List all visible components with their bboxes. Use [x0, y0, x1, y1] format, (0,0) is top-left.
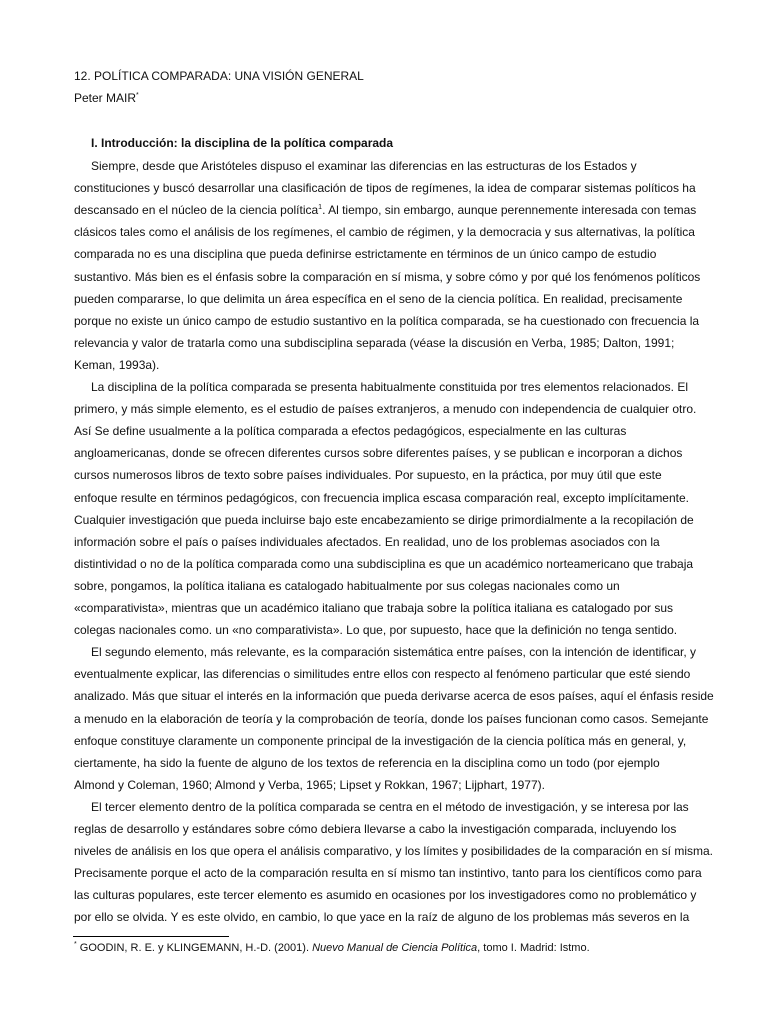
- body-line: descansado en el núcleo de la ciencia política$^1$. Al tiempo, sin embargo, aunque perennemente interesada con temas: [74, 203, 697, 217]
- footnote-authors: GOODIN, R. E. y KLINGEMANN, H.-D. (2001).: [79, 942, 310, 954]
- body-line: información sobre el país o países individuales afectados. En realidad, uno de los problemas asociados con la: [74, 535, 660, 549]
- body-line: primero, y más simple elemento, es el estudio de países extranjeros, a menudo con independencia de cualquier otro.: [74, 402, 697, 416]
- body-line: las culturas populares, este tercer elemento es asumido en ocasiones por los investigadores como no problemático y: [74, 888, 697, 902]
- footnote-mark: *: [74, 941, 77, 948]
- body-line: Keman, 1993a).: [74, 358, 160, 372]
- body-line: El segundo elemento, más relevante, es la comparación sistemática entre países, con la intención de identificar, y: [91, 645, 696, 659]
- author-footnote-mark: *: [136, 92, 139, 99]
- body-line: Almond y Coleman, 1960; Almond y Verba, 1965; Lipset y Rokkan, 1967; Lijphart, 1977).: [74, 778, 545, 792]
- body-line: eventualmente explicar, las diferencias o similitudes entre ellos con respecto al fenómeno particular que esté siendo: [74, 667, 691, 681]
- footnote-ref: 1: [318, 204, 323, 211]
- body-line: enfoque resulte en términos pedagógicos, con frecuencia implica escasa comparación real, excepto implícitamente.: [74, 491, 689, 505]
- body-line: pueden compararse, lo que delimita un área específica en el seno de la ciencia política. En realidad, precisamente: [74, 292, 683, 306]
- body-line: por ello se olvida. Y es este olvido, en cambio, lo que yace en la raíz de alguno de los problemas más severos en la: [74, 910, 690, 924]
- body-line: niveles de análisis en los que opera el análisis comparativo, y los límites y posibilidades de la comparación en sí misma.: [74, 844, 713, 858]
- body-line: a menudo en la elaboración de teoría y la comprobación de teoría, donde los países funcionan como casos. Semejante: [74, 712, 709, 726]
- body-line: Así Se define usualmente a la política comparada a efectos pedagógicos, especialmente en las culturas: [74, 424, 627, 438]
- body-line: distintividad o no de la política comparada como una subdisciplina es que un académico norteamericano que trabaja: [74, 557, 694, 571]
- body-line: analizado. Más que situar el interés en la información que pueda derivarse acerca de esos países, aquí el énfasis reside: [74, 689, 714, 703]
- body-line: sustantivo. Más bien es el énfasis sobre la comparación en sí misma, y sobre cómo y por qué los fenómenos políticos: [74, 270, 701, 284]
- body-line: Cualquier investigación que pueda incluirse bajo este encabezamiento se dirige primordialmente a la recopilación de: [74, 513, 694, 527]
- footnote: [74, 941, 590, 955]
- body-line: La disciplina de la política comparada se presenta habitualmente constituida por tres elementos relacionados. El: [91, 380, 689, 394]
- body-line: ciertamente, ha sido la fuente de alguno de los textos de referencia en la disciplina como un todo (por ejemplo: [74, 756, 660, 770]
- body-line: constituciones y buscó desarrollar una clasificación de tipos de regímenes, la idea de comparar sistemas políticos ha: [74, 181, 696, 195]
- chapter-title: 12. POLÍTICA COMPARADA: UNA VISIÓN GENERAL: [74, 69, 364, 83]
- section-heading: I. Introducción: la disciplina de la política comparada: [91, 136, 394, 150]
- body-line: sobre, pongamos, la política italiana es catalogado habitualmente por sus colegas nacionales como un: [74, 579, 620, 593]
- body-line: El tercer elemento dentro de la política comparada se centra en el método de investigación, y se interesa por las: [91, 800, 689, 814]
- author-name: Peter MAIR: [74, 91, 137, 105]
- footnote-separator: [73, 936, 229, 937]
- footnote-rest: , tomo I. Madrid: Istmo.: [477, 942, 590, 954]
- body-line: comparada no es una disciplina que pueda definirse estrictamente en términos de un único campo de estudio: [74, 247, 657, 261]
- body-line: Precisamente porque el acto de la comparación resulta en sí mismo tan instintivo, tanto para los científicos como para: [74, 866, 702, 880]
- body-line: cursos numerosos libros de texto sobre países individuales. Por supuesto, en la práctica, por muy útil que este: [74, 468, 662, 482]
- body-line: «comparativista», mientras que un académico italiano que trabaja sobre la política italiana es catalogado por sus: [74, 601, 674, 615]
- body-line: clásicos tales como el análisis de los regímenes, el cambio de régimen, y la democracia y sus alternativas, la política: [74, 225, 695, 239]
- body-line: relevancia y valor de tratarla como una subdisciplina separada (véase la discusión en Verba, 1985; Dalton, 1991;: [74, 336, 675, 350]
- body-line: angloamericanas, donde se ofrecen diferentes cursos sobre diferentes países, y se publican e incorporan a dichos: [74, 446, 683, 460]
- body-line: colegas nacionales como. un «no comparativista». Lo que, por supuesto, hace que la definición no tenga sentido.: [74, 623, 678, 637]
- body-line: enfoque constituye claramente un componente principal de la investigación de la ciencia política más en general, y,: [74, 734, 687, 748]
- footnote-title: Nuevo Manual de Ciencia Política: [312, 942, 478, 954]
- body-line: reglas de desarrollo y estándares sobre cómo debiera llevarse a cabo la investigación comparada, incluyendo los: [74, 822, 677, 836]
- body-line: porque no existe un único campo de estudio sustantivo en la política comparada, se ha cuestionado con frecuencia la: [74, 314, 700, 328]
- body-line: Siempre, desde que Aristóteles dispuso el examinar las diferencias en las estructuras de los Estados y: [91, 159, 637, 173]
- author-line: [74, 91, 139, 105]
